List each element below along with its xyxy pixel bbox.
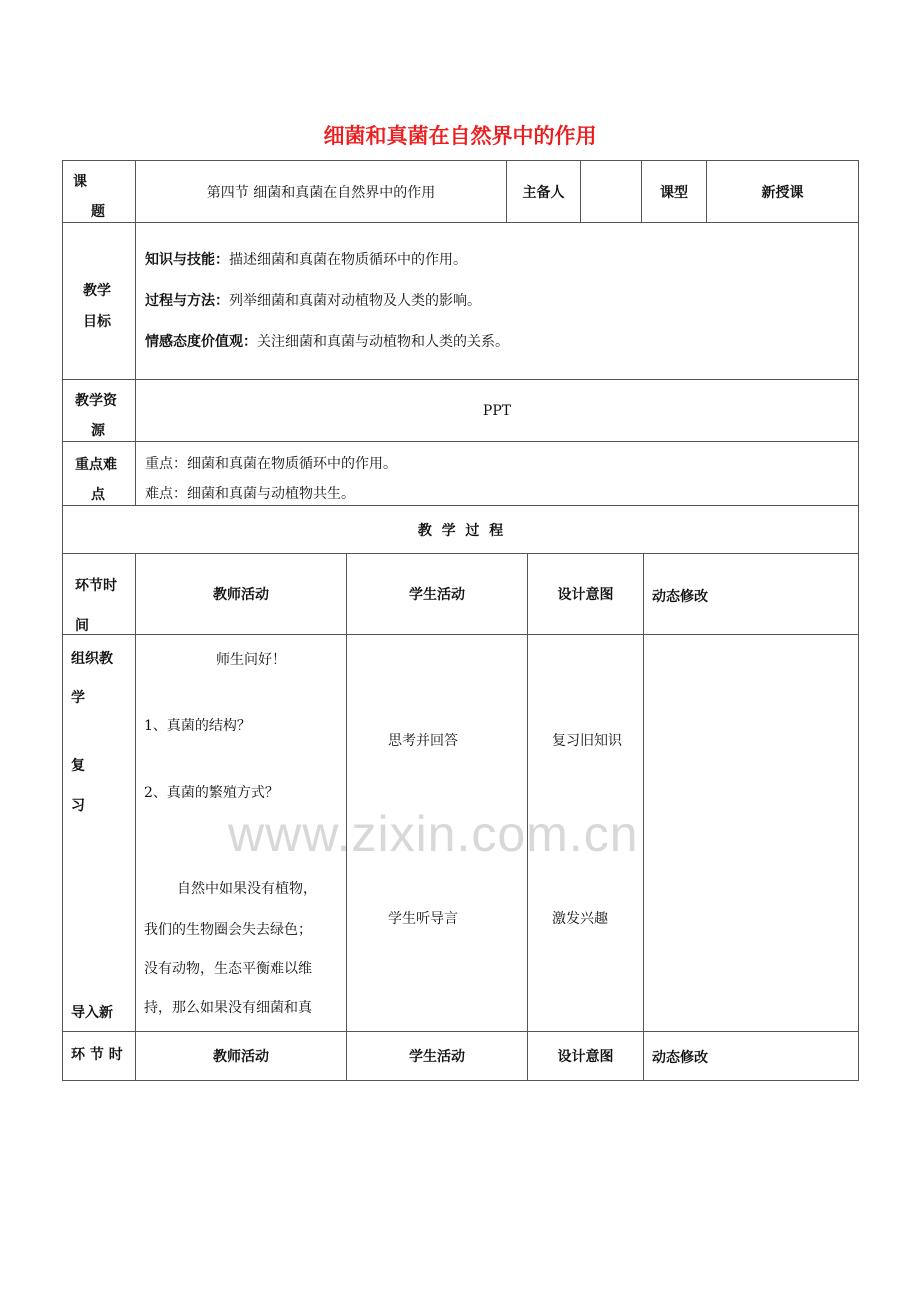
keypoints-label: 点 (91, 487, 105, 503)
footer-stage: 环 节 时 (62, 1031, 136, 1081)
watermark: www.zixin.com.cn (228, 806, 639, 862)
goal-key: 过程与方法： (145, 293, 229, 309)
goal-value: 关注细菌和真菌与动植物和人类的关系。 (257, 334, 509, 350)
goal-key: 情感态度价值观： (145, 334, 257, 350)
goals-label-cell (62, 222, 136, 380)
topic-label-cell (62, 160, 136, 223)
preparer-value (580, 160, 642, 223)
stage-text: 导入新 (71, 1005, 113, 1021)
col-header-teacher: 教师活动 (135, 553, 347, 635)
teacher-text: 自然中如果没有植物， (177, 881, 317, 897)
type-value: 新授课 (706, 160, 859, 223)
process-heading: 教 学 过 程 (62, 505, 859, 554)
resources-label-cell (62, 379, 136, 442)
goals-cell (135, 222, 859, 380)
stage-text: 学 (71, 690, 85, 706)
teacher-text: 我们的生物圈会失去绿色； (144, 922, 312, 938)
keypoints-cell (135, 441, 859, 506)
resources-value: PPT (135, 379, 859, 442)
goal-value: 描述细菌和真菌在物质循环中的作用。 (229, 252, 467, 268)
teacher-text: 1、真菌的结构？ (144, 718, 251, 734)
teacher-text: 没有动物，生态平衡难以维 (144, 961, 312, 977)
resources-label: 源 (91, 423, 105, 439)
stage-text: 习 (71, 798, 85, 814)
keypoints-label-cell (62, 441, 136, 506)
teacher-text: 师生问好！ (216, 652, 286, 668)
footer-revision: 动态修改 (643, 1031, 859, 1081)
keypoints-label: 重点难 (75, 457, 117, 473)
col-header-stage (62, 553, 136, 635)
student-activity-cell (346, 634, 528, 1032)
teacher-activity-cell (135, 634, 347, 1032)
stage-text: 复 (71, 758, 85, 774)
student-text: 思考并回答 (388, 733, 458, 749)
topic-label: 课 (73, 174, 87, 190)
teacher-text: 2、真菌的繁殖方式？ (144, 785, 279, 801)
preparer-label: 主备人 (506, 160, 581, 223)
goal-key: 知识与技能： (145, 252, 229, 268)
topic-cell: 第四节 细菌和真菌在自然界中的作用 (135, 160, 507, 223)
footer-teacher: 教师活动 (135, 1031, 347, 1081)
key-point: 重点：细菌和真菌在物质循环中的作用。 (145, 456, 397, 472)
intent-cell (527, 634, 644, 1032)
teacher-text: 持，那么如果没有细菌和真 (144, 1000, 312, 1016)
col-header-text: 环节时间 (75, 578, 117, 634)
type-label: 课型 (641, 160, 707, 223)
goals-label: 教学 (83, 283, 111, 299)
resources-label: 教学资 (75, 393, 117, 409)
intent-text: 激发兴趣 (552, 911, 608, 927)
document-title: 细菌和真菌在自然界中的作用 (323, 124, 597, 148)
goal-value: 列举细菌和真菌对动植物及人类的影响。 (229, 293, 481, 309)
footer-intent: 设计意图 (527, 1031, 644, 1081)
revision-cell (643, 634, 859, 1032)
difficult-point: 难点：细菌和真菌与动植物共生。 (145, 486, 355, 502)
intent-text: 复习旧知识 (552, 733, 622, 749)
col-header-student: 学生活动 (346, 553, 528, 635)
student-text: 学生听导言 (388, 911, 458, 927)
col-header-revision: 动态修改 (643, 553, 859, 635)
col-header-intent: 设计意图 (527, 553, 644, 635)
stage-text: 组织教 (71, 651, 113, 667)
goals-label: 目标 (83, 314, 111, 330)
stage-cell (62, 634, 136, 1032)
footer-student: 学生活动 (346, 1031, 528, 1081)
topic-label: 题 (91, 204, 105, 220)
